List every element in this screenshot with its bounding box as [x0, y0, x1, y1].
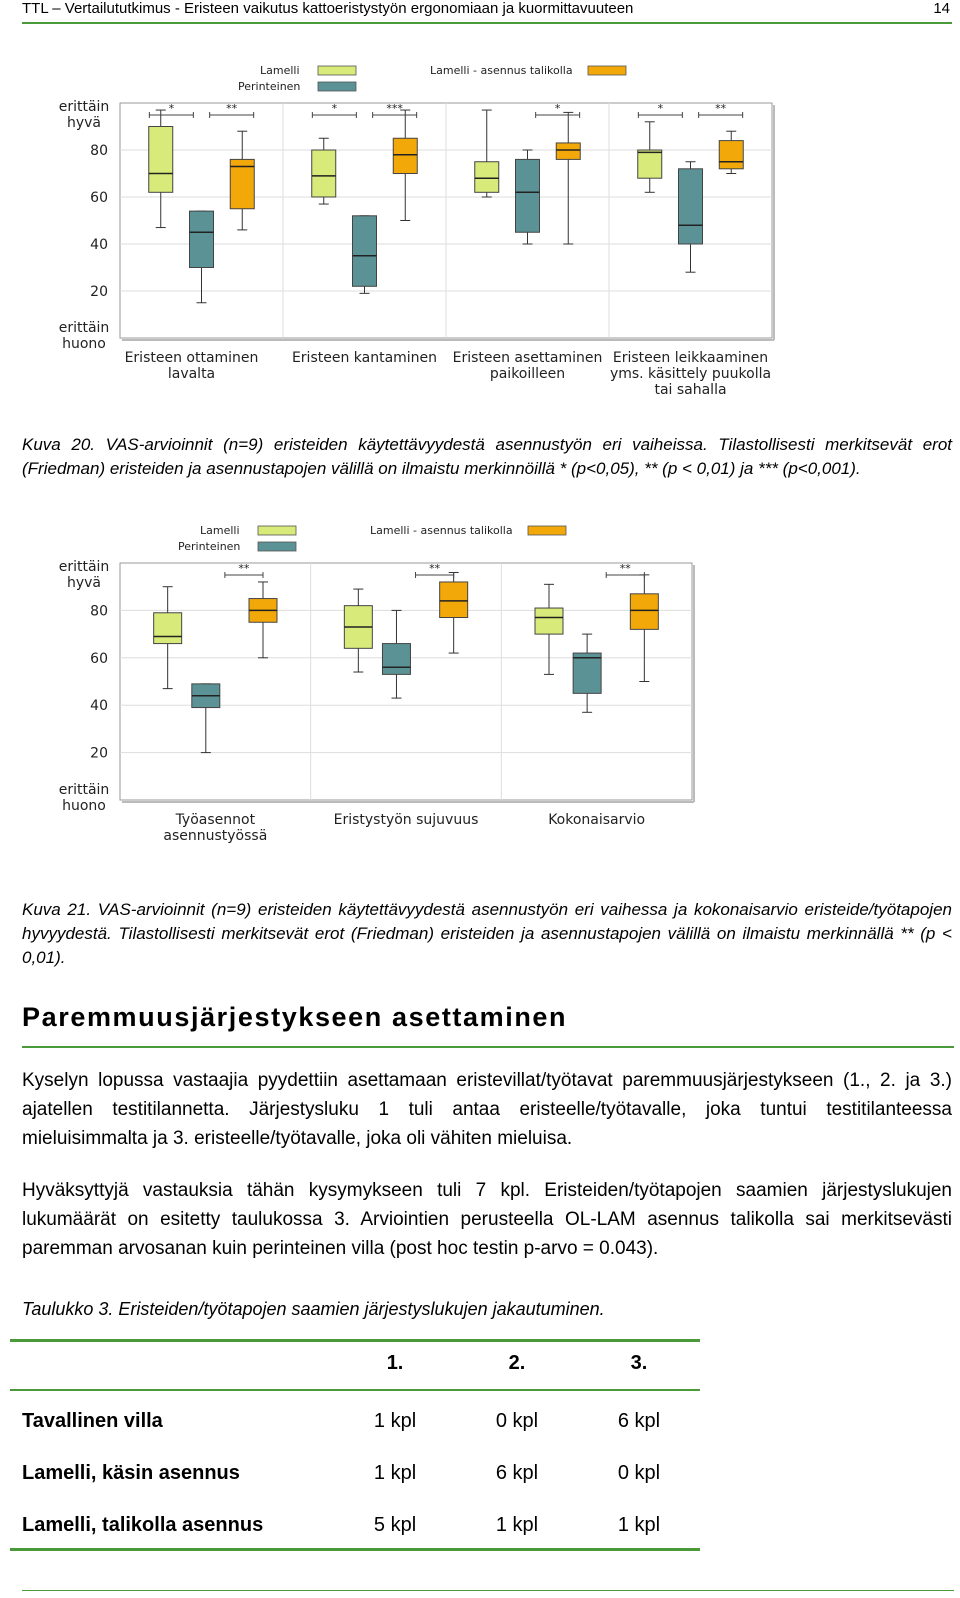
legend-label: Perinteinen [238, 80, 301, 93]
page-header [22, 0, 952, 24]
significance-label: ** [238, 562, 250, 575]
y-tick-label: 80 [90, 143, 108, 159]
table-cell: 1 kpl [373, 1409, 417, 1432]
legend-label: Lamelli [200, 524, 240, 537]
legend-label: Lamelli - asennus talikolla [370, 524, 513, 537]
box [149, 127, 173, 193]
table-cell: 5 kpl [373, 1513, 417, 1536]
category-label: yms. käsittely puukolla [609, 366, 772, 382]
box [556, 143, 580, 159]
y-top-label: erittäin [58, 99, 110, 115]
significance-label: * [554, 102, 561, 115]
y-bottom-label: huono [62, 336, 106, 352]
row-label: Lamelli, käsin asennus [22, 1461, 240, 1484]
y-tick-label: 80 [90, 603, 108, 620]
legend-swatch [318, 66, 356, 75]
page-number: 14 [933, 0, 950, 17]
significance-label: * [331, 102, 338, 115]
legend-label: Lamelli - asennus talikolla [430, 64, 573, 77]
table-cell: 0 kpl [495, 1409, 539, 1432]
paragraph-1: Kyselyn lopussa vastaajia pyydettiin asettamaan eristevillat/työtavat paremmuusjärjestykseen (1., 2. ja 3.) ajatellen testitilannetta. Järjestysluku 1 tuli antaa eristeelle/työtavalle, joka tuntui testitilanteessa mieluisimmalta ja 3. eristeelle/työtavalle, joka oli vähiten mieluisa. [22, 1070, 952, 1149]
category-label: tai sahalla [654, 382, 727, 398]
box [154, 613, 182, 644]
table-cell: 6 kpl [617, 1409, 661, 1432]
legend-swatch [258, 526, 296, 535]
row-label: Lamelli, talikolla asennus [22, 1513, 264, 1536]
y-tick-label: 40 [90, 698, 108, 715]
box [190, 211, 214, 267]
section-rule [22, 1046, 954, 1048]
category-label: lavalta [167, 366, 216, 382]
category-label: Työasennot [175, 812, 256, 828]
table-cell: 0 kpl [617, 1461, 661, 1484]
boxplot-chart-20 [0, 50, 960, 460]
significance-label: *** [386, 102, 403, 115]
box [312, 150, 336, 197]
table-cell: 1 kpl [373, 1461, 417, 1484]
box [719, 141, 743, 169]
header-title: TTL – Vertailututkimus - Eristeen vaikutus kattoeristystyön ergonomiaan ja kuormittavuuteen [22, 0, 634, 17]
table-cell: 1 kpl [495, 1513, 539, 1536]
table-cell: 1 kpl [617, 1513, 661, 1536]
y-bottom-label: erittäin [58, 320, 110, 336]
table-header-cell: 2. [508, 1351, 526, 1374]
y-top-label: hyvä [66, 115, 102, 131]
significance-label: ** [619, 562, 631, 575]
table-header-cell: 3. [630, 1351, 648, 1374]
y-tick-label: 20 [90, 745, 108, 762]
y-bottom-label: huono [62, 798, 106, 814]
section-title: Paremmuusjärjestykseen asettaminen [22, 1002, 568, 1032]
significance-label: ** [429, 562, 441, 575]
table-row [10, 1499, 700, 1551]
table-row [10, 1395, 700, 1447]
legend-swatch [318, 82, 356, 91]
y-tick-label: 60 [90, 190, 108, 206]
box [475, 162, 499, 193]
ranking-table [10, 1339, 700, 1551]
y-tick-label: 60 [90, 650, 108, 667]
legend-label: Perinteinen [178, 540, 241, 553]
category-label: paikoilleen [489, 366, 566, 382]
significance-label: ** [715, 102, 727, 115]
box [440, 582, 468, 618]
box [382, 644, 410, 675]
box [516, 159, 540, 232]
y-top-label: hyvä [66, 575, 102, 591]
table-row [10, 1447, 700, 1499]
category-label: Kokonaisarvio [548, 812, 646, 828]
box [573, 653, 601, 693]
category-label: Eristeen kantaminen [291, 350, 438, 366]
significance-label: * [657, 102, 664, 115]
table-cell: 6 kpl [495, 1461, 539, 1484]
category-label: Eristeen leikkaaminen [612, 350, 769, 366]
box [535, 608, 563, 634]
box [630, 594, 658, 630]
category-label: Eristystyön sujuvuus [333, 812, 479, 828]
boxplot-chart-21 [0, 520, 960, 880]
legend-swatch [528, 526, 566, 535]
category-label: Eristeen asettaminen [452, 350, 603, 366]
y-tick-label: 40 [90, 237, 108, 253]
y-bottom-label: erittäin [58, 782, 110, 798]
y-top-label: erittäin [58, 559, 110, 575]
legend-swatch [258, 542, 296, 551]
category-label: asennustyössä [163, 828, 268, 844]
table-caption: Taulukko 3. Eristeiden/työtapojen saamien järjestyslukujen jakautuminen. [22, 1299, 605, 1319]
box [679, 169, 703, 244]
row-label: Tavallinen villa [22, 1409, 163, 1432]
box [638, 150, 662, 178]
y-tick-label: 20 [90, 284, 108, 300]
figure-caption-20: Kuva 20. VAS-arvioinnit (n=9) eristeiden käytettävyydestä asennustyön eri vaiheissa. Tilastollisesti merkitsevät erot (Friedman) eristeiden ja asennustapojen välillä on ilmaistu merkinnöillä * (p<0,05), ** (p < 0,01) ja *** (p<0,001). [22, 435, 952, 478]
significance-label: ** [226, 102, 238, 115]
category-label: Eristeen ottaminen [124, 350, 259, 366]
paragraph-2: Hyväksyttyjä vastauksia tähän kysymykseen tuli 7 kpl. Eristeiden/työtapojen saamien järjestyslukujen lukumäärät on esitetty taulukossa 3. Arviointien perusteella OL-LAM asennus talikolla sai merkitsevästi paremman arvosanan kuin perinteinen villa (post hoc testin p-arvo = 0.043). [22, 1180, 952, 1259]
footer-rule [22, 1590, 954, 1591]
plot-area [120, 563, 692, 800]
figure-caption-21: Kuva 21. VAS-arvioinnit (n=9) eristeiden käytettävyydestä asennustyön eri vaihessa ja kokonaisarvio eristeide/työtapojen hyvyydestä. Tilastollisesti merkitsevät erot (Friedman) eristeiden ja asennustapojen välillä on ilmaistu merkinnällä ** (p < 0,01). [22, 900, 952, 967]
table-header-row [10, 1339, 700, 1387]
significance-label: * [168, 102, 175, 115]
legend-label: Lamelli [260, 64, 300, 77]
legend-swatch [588, 66, 626, 75]
box [393, 138, 417, 173]
table-header-cell: 1. [386, 1351, 404, 1374]
box [353, 216, 377, 286]
